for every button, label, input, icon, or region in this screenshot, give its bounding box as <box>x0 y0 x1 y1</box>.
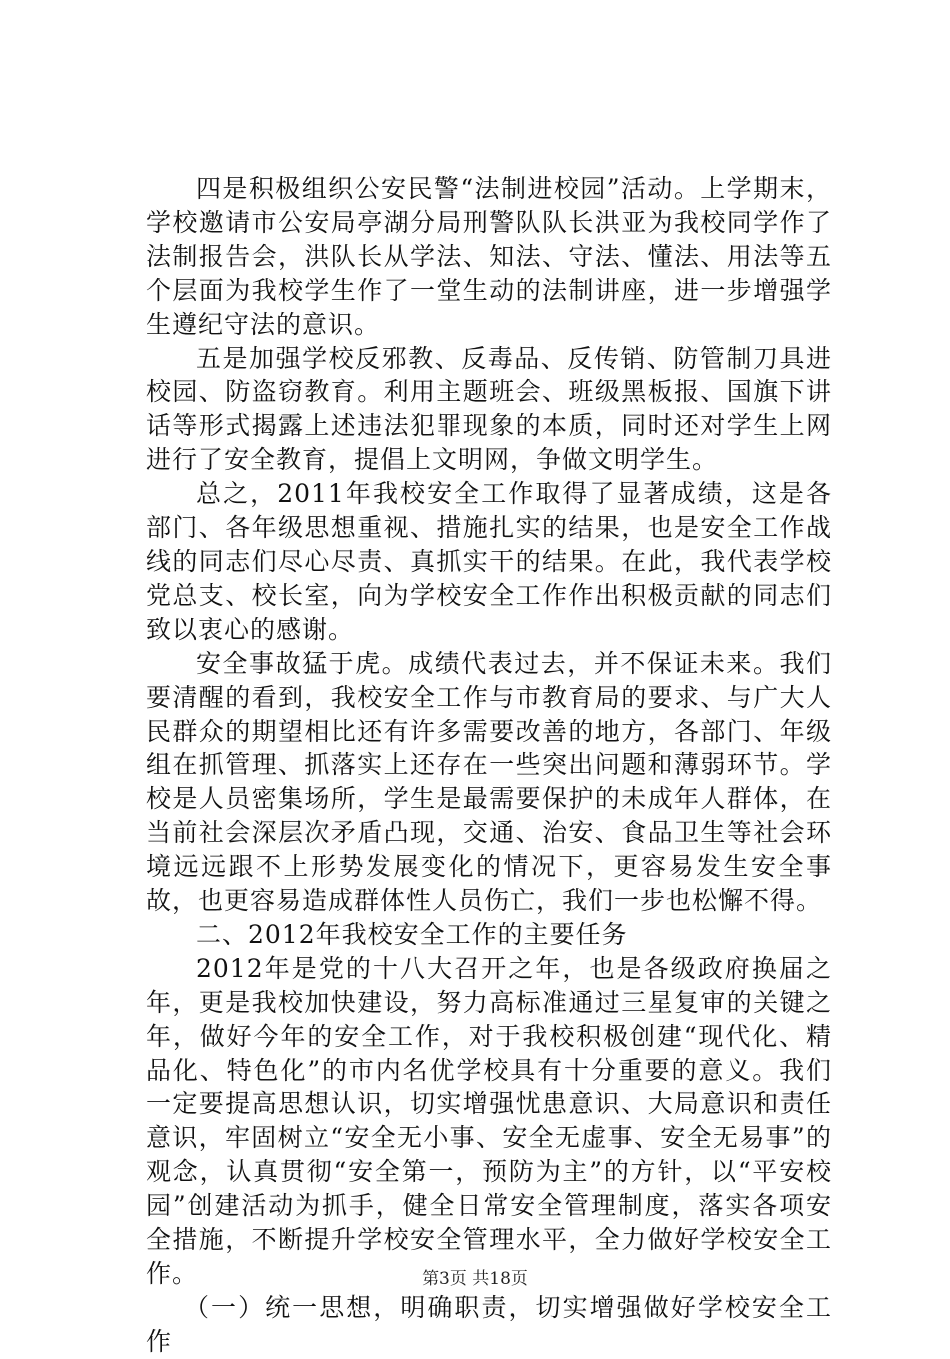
page-number-footer: 第3页 共18页 <box>422 1269 528 1289</box>
section-heading-main-tasks: 二、2012年我校安全工作的主要任务 <box>196 919 628 949</box>
paragraph-safety-warning: 安全事故猛于虎。成绩代表过去，并不保证未来。我们要清醒的看到，我校安全工作与市教育局的要求、与广大人民群众的期望相比还有许多需要改善的地方，各部门、年级组在抓管理、抓落实上还存在一些突出问题和薄弱环节。学校是人员密集场所，学生是最需要保护的未成年人群体，在当前社会深层次矛盾凸现，交通、治安、食品卫生等社会环境远远跟不上形势发展变化的情况下，更容易发生安全事故，也更容易造成群体性人员伤亡，我们一步也松懈不得。 <box>146 648 832 916</box>
document-body <box>146 172 832 1359</box>
paragraph-anti-crime-education: 五是加强学校反邪教、反毒品、反传销、防管制刀具进校园、防盗窃教育。利用主题班会、班级黑板报、国旗下讲话等形式揭露上述违法犯罪现象的本质，同时还对学生上网进行了安全教育，提倡上文明网，争做文明学生。 <box>146 343 832 475</box>
paragraph-2012-goals: 2012年是党的十八大召开之年，也是各级政府换届之年，更是我校加快建设，努力高标准通过三星复审的关键之年，做好今年的安全工作，对于我校积极创建“现代化、精品化、特色化”的市内名优学校具有十分重要的意义。我们一定要提高思想认识，切实增强忧患意识、大局意识和责任意识，牢固树立“安全无小事、安全无虚事、安全无易事”的观念，认真贯彻“安全第一，预防为主”的方针，以“平安校园”创建活动为抓手，健全日常安全管理制度，落实各项安全措施，不断提升学校安全管理水平，全力做好学校安全工作。 <box>146 953 832 1288</box>
paragraph-summary: 总之，2011年我校安全工作取得了显著成绩，这是各部门、各年级思想重视、措施扎实的结果，也是安全工作战线的同志们尽心尽责、真抓实干的结果。在此，我代表学校党总支、校长室，向为学校安全工作作出积极贡献的同志们致以衷心的感谢。 <box>146 479 832 644</box>
paragraph-legal-education: 四是积极组织公安民警“法制进校园”活动。上学期末，学校邀请市公安局亭湖分局刑警队队长洪亚为我校同学作了法制报告会，洪队长从学法、知法、守法、懂法、用法等五个层面为我校学生作了一堂生动的法制讲座，进一步增强学生遵纪守法的意识。 <box>146 174 832 339</box>
subsection-heading-1: （一）统一思想，明确职责，切实增强做好学校安全工作 <box>146 1292 832 1356</box>
